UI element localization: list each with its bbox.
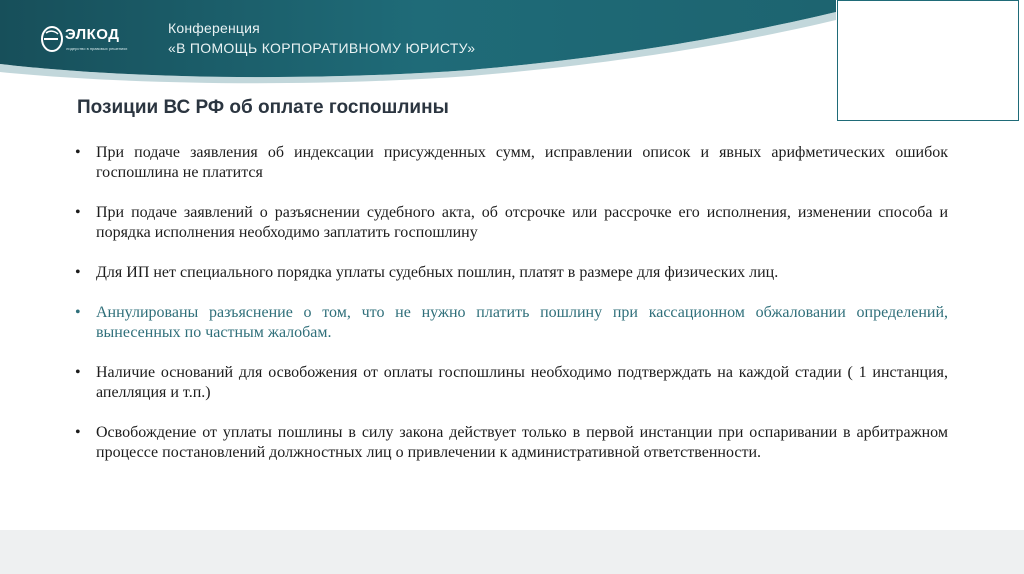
bullet-list <box>75 143 948 483</box>
page-title: Позиции ВС РФ об оплате госпошлины <box>77 97 449 118</box>
logo-name: ЭЛКОД <box>65 26 120 43</box>
corner-frame <box>837 0 1019 121</box>
footer-band <box>0 530 1024 574</box>
bullet-dot: • <box>75 204 81 221</box>
conference-label: Конференция <box>168 20 260 36</box>
list-item <box>75 203 948 243</box>
list-item-text: При подаче заявлений о разъяснении судебного акта, об отсрочке или рассрочке его исполнения, изменении способа и порядка исполнения необходимо заплатить госпошлину <box>96 204 948 241</box>
list-item-highlighted <box>75 303 948 343</box>
list-item-text: Освобождение от уплаты пошлины в силу закона действует только в первой инстанции при оспаривании в арбитражном процессе постановлений должностных лиц о привлечении к административной ответственности. <box>96 424 948 461</box>
list-item <box>75 263 948 283</box>
elkod-logo <box>40 22 140 58</box>
logo-emblem-icon <box>40 24 64 54</box>
bullet-dot: • <box>75 424 81 441</box>
list-item-text: Для ИП нет специального порядка уплаты судебных пошлин, платят в размере для физических лиц. <box>96 264 779 281</box>
list-item-text: Аннулированы разъяснение о том, что не нужно платить пошлину при кассационном обжаловании определений, вынесенных по частным жалобам. <box>96 304 948 341</box>
list-item <box>75 143 948 183</box>
list-item <box>75 423 948 463</box>
logo-tagline: лидерство в правовых решениях <box>66 46 128 51</box>
bullet-dot: • <box>75 144 81 161</box>
list-item-text: При подаче заявления об индексации присужденных сумм, исправлении описок и явных арифметических ошибок госпошлина не платится <box>96 144 948 181</box>
bullet-dot: • <box>75 364 81 381</box>
list-item-text: Наличие оснований для освобожения от оплаты госпошлины необходимо подтверждать на каждой стадии ( 1 инстанция, апелляция и т.п.) <box>96 364 948 401</box>
bullet-dot: • <box>75 304 81 321</box>
conference-name: «В ПОМОЩЬ КОРПОРАТИВНОМУ ЮРИСТУ» <box>168 40 476 56</box>
list-item <box>75 363 948 403</box>
bullet-dot: • <box>75 264 81 281</box>
